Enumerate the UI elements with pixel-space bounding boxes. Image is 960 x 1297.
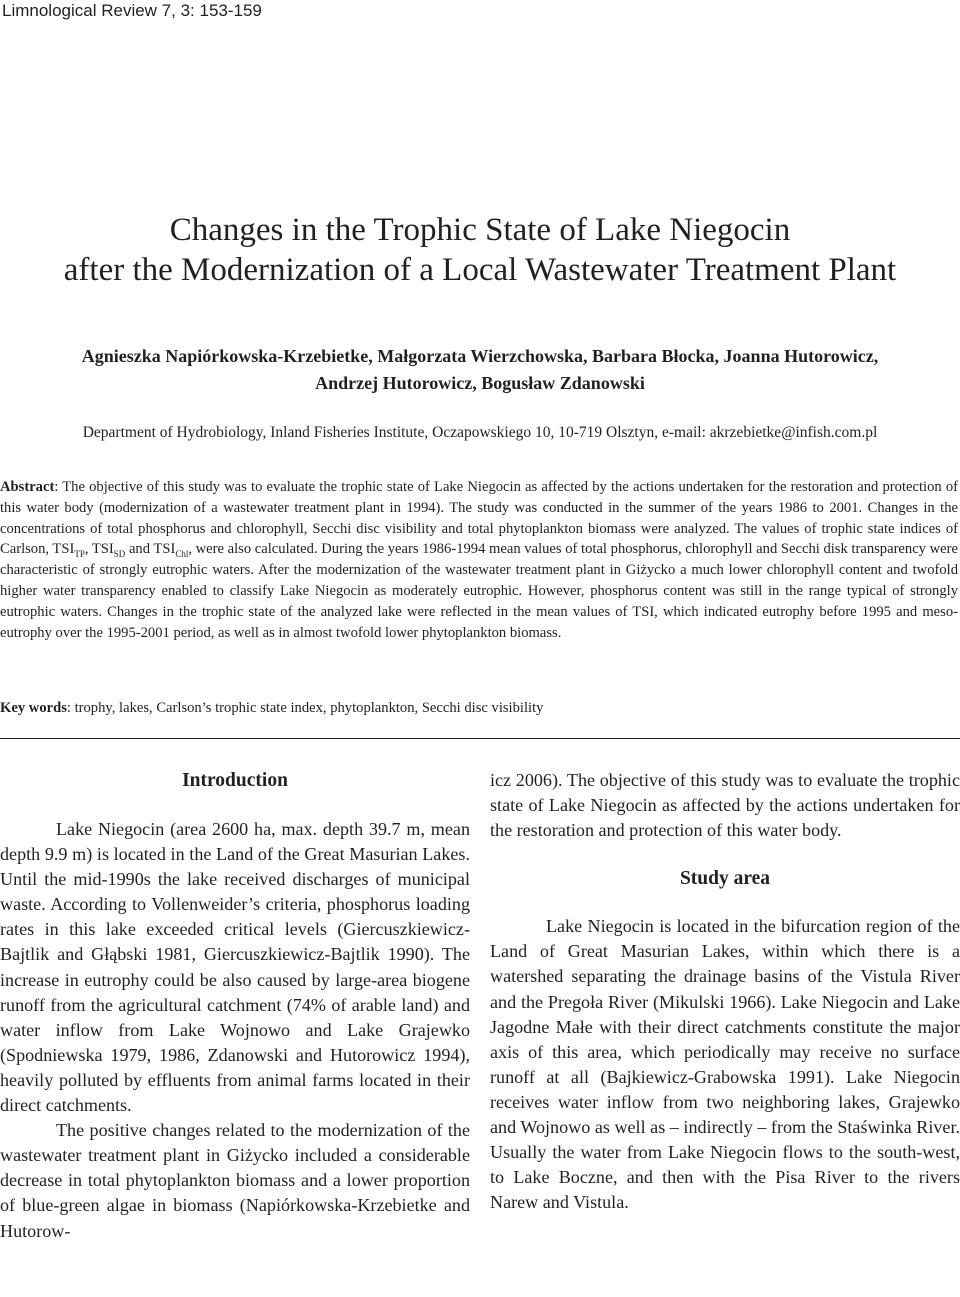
author-list xyxy=(0,343,960,397)
abstract xyxy=(0,477,958,643)
introduction-heading: Introduction xyxy=(182,770,288,791)
left-column xyxy=(0,768,470,1244)
introduction-paragraph-2: The positive changes related to the modernization of the wastewater treatment plant in Giżycko included a considerable decrease in total phytoplankton biomass and a lower proportion of blue-green algae in biomass (Napiórkowska-Krzebietke and Hutorow- xyxy=(0,1120,470,1241)
abstract-sep-2: and TSI xyxy=(125,541,176,558)
affiliation: Department of Hydrobiology, Inland Fisheries Institute, Oczapowskiego 10, 10-719 Olsztyn, e-mail: akrzebietke@infish.com.pl xyxy=(82,424,878,441)
study-area-heading: Study area xyxy=(679,868,771,890)
introduction-paragraph-2-continued: icz 2006). The objective of this study was to evaluate the trophic state of Lake Niegocin as affected by the actions undertaken for the restoration and protection of this water body. xyxy=(490,770,960,841)
section-divider xyxy=(0,738,960,739)
title-line-2: after the Modernization of a Local Wastewater Treatment Plant xyxy=(63,252,897,288)
title-line-1: Changes in the Trophic State of Lake Niegocin xyxy=(169,212,791,248)
keywords-label: Key words xyxy=(0,700,67,716)
abstract-sep-1: , TSI xyxy=(84,541,114,558)
abstract-text-2: , were also calculated. During the years 1986-1994 mean values of total phosphorus, chlorophyll and Secchi disk transparency were characteristic of strongly eutrophic waters. After the modernization of the wastewater treatment plant in Giżycko a much lower chlorophyll content and twofold higher water transparency enabled to classify Lake Niegocin as moderately eutrophic. However, phosphorus content was still in the range typical of strongly eutrophic waters. Changes in the trophic state of the analyzed lake were reflected in the mean values of TSI, which indicated eutrophy before 1995 and meso-eutrophy over the 1995-2001 period, as well as in almost twofold lower phytoplankton biomass. xyxy=(0,541,958,641)
subscript-tp: TP xyxy=(74,549,85,560)
journal-citation: Limnological Review 7, 3: 153-159 xyxy=(2,1,262,20)
abstract-label: Abstract xyxy=(0,479,55,495)
subscript-sd: SD xyxy=(113,549,126,560)
authors-line-2: Andrzej Hutorowicz, Bogusław Zdanowski xyxy=(315,373,645,393)
abstract-text-1: : The objective of this study was to evaluate the trophic state of Lake Niegocin as affected by the actions undertaken for the restoration and protection of this water body (modernization of a wastewater treatment plant in 1994). The study was conducted in the summer of the years 1986 to 2001. Changes in the concentrations of total phosphorus and chlorophyll, Secchi disc visibility and total phytoplankton biomass were analyzed. The values of trophic state indices of Carlson, TSI xyxy=(0,479,958,558)
keywords xyxy=(0,698,958,718)
paper-title xyxy=(0,210,960,290)
study-area-paragraph: Lake Niegocin is located in the bifurcation region of the Land of Great Masurian Lakes, within which there is a watershed separating the drainage basins of the Vistula River and the Pregoła River (Mikulski 1966). Lake Niegocin and Lake Jagodne Małe with their direct catchments constitute the major axis of this area, which periodically may receive no surface runoff at all (Bajkiewicz-Grabowska 1991). Lake Niegocin receives water inflow from two neighboring lakes, Grajewko and Wojnowo as well as – indirectly – from the Staświnka River. Usually the water from Lake Niegocin flows to the south-west, to Lake Boczne, and then with the Pisa River to the rivers Narew and Vistula. xyxy=(490,916,960,1213)
subscript-chl: Chl xyxy=(175,549,189,560)
introduction-paragraph-1: Lake Niegocin (area 2600 ha, max. depth 39.7 m, mean depth 9.9 m) is located in the Land of the Great Masurian Lakes. Until the mid-1990s the lake received discharges of municipal waste. According to Vollenweider’s criteria, phosphorus loading rates in this lake exceeded critical levels (Giercuszkiewicz-Bajtlik and Głąbski 1981, Giercuszkiewicz-Bajtlik 1990). The increase in eutrophy could be also caused by large-area biogene runoff from the agricultural catchment (74% of arable land) and water inflow from Lake Wojnowo and Lake Grajewko (Spodniewska 1979, 1986, Zdanowski and Hutorowicz 1994), heavily polluted by effluents from animal farms located in their direct catchments. xyxy=(0,819,470,1116)
keywords-text: : trophy, lakes, Carlson’s trophic state index, phytoplankton, Secchi disc visibility xyxy=(66,700,544,716)
authors-line-1: Agnieszka Napiórkowska-Krzebietke, Małgorzata Wierzchowska, Barbara Błocka, Joanna Hutorowicz, xyxy=(81,346,879,366)
right-column xyxy=(490,768,960,1215)
